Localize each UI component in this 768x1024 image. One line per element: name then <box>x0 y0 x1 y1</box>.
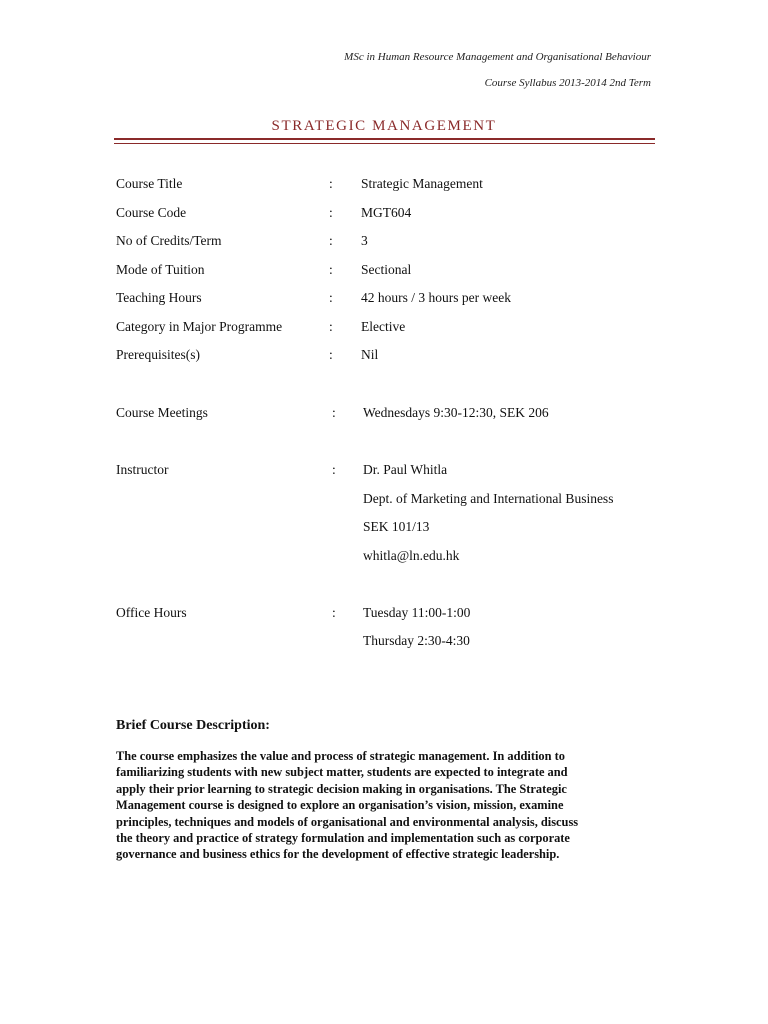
detail-label: Prerequisites(s) <box>116 347 200 362</box>
detail-separator: : <box>332 605 336 620</box>
page-title: STRATEGIC MANAGEMENT <box>271 118 497 134</box>
detail-value: Strategic Management <box>361 176 483 191</box>
detail-value: Sectional <box>361 262 412 277</box>
detail-value: MGT604 <box>361 205 412 220</box>
detail-separator: : <box>332 405 336 420</box>
program-header: MSc in Human Resource Management and Organisational Behaviour <box>344 51 651 63</box>
description-heading: Brief Course Description: <box>116 718 270 733</box>
detail-value: 3 <box>361 233 368 248</box>
instructor-label: Instructor <box>116 462 169 477</box>
meetings-label: Course Meetings <box>116 405 208 420</box>
description-text: The course emphasizes the value and process of strategic management. In addition to familiarizing students with new subject matter, students are expected to integrate and apply their prior learning to strategic decision making in organisations. The Strategic Management course is designed to explore an organisation’s vision, mission, examine principles, techniques and models of organisational and environmental analysis, discuss the theory and practice of strategy formulation and implementation such as corporate governance and business ethics for the development of effective strategic leadership. <box>116 749 579 862</box>
detail-separator: : <box>332 462 336 477</box>
detail-separator: : <box>329 176 333 191</box>
detail-separator: : <box>329 205 333 220</box>
instructor-email: whitla@ln.edu.hk <box>363 548 460 563</box>
detail-label: Category in Major Programme <box>116 319 283 334</box>
detail-label: No of Credits/Term <box>116 233 222 248</box>
office-hours-label: Office Hours <box>116 605 187 620</box>
instructor-room: SEK 101/13 <box>363 519 430 534</box>
meetings-value: Wednesdays 9:30-12:30, SEK 206 <box>363 405 549 420</box>
detail-row-instructor <box>0 462 768 482</box>
detail-label: Course Title <box>116 176 183 191</box>
title-divider-thin <box>114 143 655 144</box>
detail-row-category <box>0 319 768 339</box>
detail-label: Teaching Hours <box>116 290 202 305</box>
detail-value: Nil <box>361 347 379 362</box>
instructor-department: Dept. of Marketing and International Business <box>363 491 614 506</box>
detail-row-course-title <box>0 176 768 196</box>
detail-row-course-meetings <box>0 405 768 425</box>
detail-label: Mode of Tuition <box>116 262 205 277</box>
detail-separator: : <box>329 290 333 305</box>
title-divider-thick <box>114 138 655 140</box>
detail-separator: : <box>329 347 333 362</box>
office-hours-slot: Thursday 2:30-4:30 <box>363 633 470 648</box>
detail-separator: : <box>329 233 333 248</box>
detail-row-teaching-hours <box>0 290 768 310</box>
detail-value: Elective <box>361 319 406 334</box>
detail-row-office-hours <box>0 605 768 625</box>
detail-label: Course Code <box>116 205 187 220</box>
detail-row-course-code <box>0 205 768 225</box>
detail-value: 42 hours / 3 hours per week <box>361 290 511 305</box>
detail-row-mode-of-tuition <box>0 262 768 282</box>
detail-row-credits <box>0 233 768 253</box>
detail-row-prerequisites <box>0 347 768 367</box>
syllabus-header: Course Syllabus 2013-2014 2nd Term <box>484 77 651 89</box>
detail-separator: : <box>329 262 333 277</box>
office-hours-slot: Tuesday 11:00-1:00 <box>363 605 471 620</box>
instructor-name: Dr. Paul Whitla <box>363 462 448 477</box>
detail-separator: : <box>329 319 333 334</box>
